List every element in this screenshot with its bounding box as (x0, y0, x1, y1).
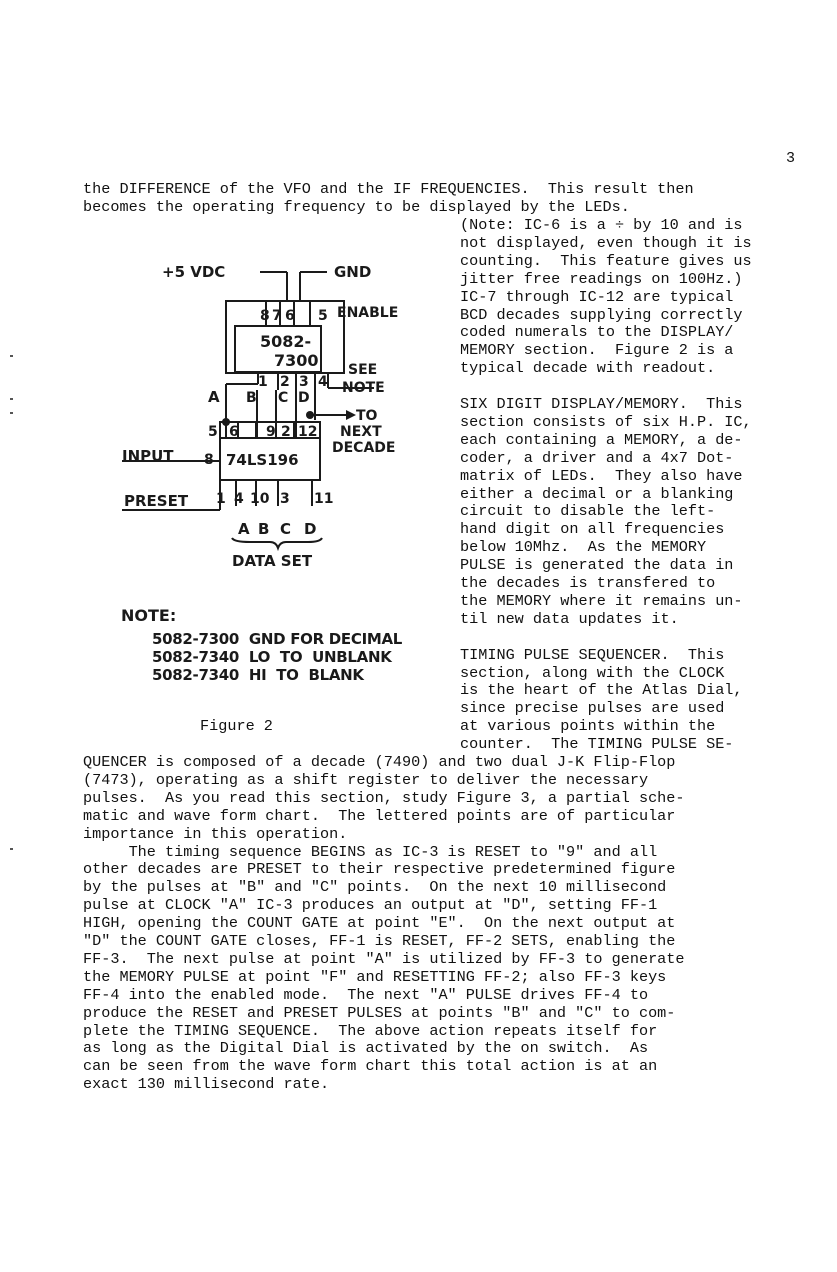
text-line: IC-7 through IC-12 are typical (460, 287, 734, 306)
pin-label: 1 (216, 491, 226, 507)
pin-label: 4 (318, 374, 328, 390)
note-line: 5082-7340 HI TO BLANK (152, 666, 364, 684)
data-letter: D (304, 520, 317, 538)
pin-letter: C (278, 390, 289, 406)
text-line: as long as the Digital Dial is activated by the on switch. As (83, 1039, 649, 1058)
figure-caption: Figure 2 (200, 717, 273, 735)
data-letter: A (238, 520, 250, 538)
pin-letter: D (298, 390, 310, 406)
pin-label: 4 (234, 491, 244, 507)
pin-label: 10 (250, 491, 270, 507)
label-to: TO (356, 408, 378, 424)
text-line: hand digit on all frequencies (460, 520, 725, 539)
label-next: NEXT (340, 424, 382, 440)
text-line: plete the TIMING SEQUENCE. The above action repeats itself for (83, 1021, 658, 1040)
text-line: becomes the operating frequency to be displayed by the LEDs. (83, 198, 630, 216)
pin-label: 3 (280, 491, 290, 507)
text-line: counter. The TIMING PULSE SE- (460, 735, 734, 754)
pin-label: 2 (280, 374, 290, 390)
text-line: pulse at CLOCK "A" IC-3 produces an output at "D", setting FF-1 (83, 896, 658, 915)
text-line: is the heart of the Atlas Dial, (460, 681, 743, 700)
text-line: FF-4 into the enabled mode. The next "A" PULSE drives FF-4 to (83, 985, 649, 1004)
text-line: FF-3. The next pulse at point "A" is utilized by FF-3 to generate (83, 949, 685, 968)
label-enable: ENABLE (337, 305, 399, 321)
text-line: not displayed, even though it is (460, 233, 752, 252)
text-line: matrix of LEDs. They also have (460, 466, 743, 485)
text-line: pulses. As you read this section, study Figure 3, a partial sche- (83, 788, 685, 807)
text-line: jitter free readings on 100Hz.) (460, 269, 743, 288)
text-line: by the pulses at "B" and "C" points. On the next 10 millisecond (83, 878, 667, 897)
text-line: PULSE is generated the data in (460, 556, 734, 575)
text-line: circuit to disable the left- (460, 502, 716, 521)
pin-letter: B (246, 390, 257, 406)
text-line: the DIFFERENCE of the VFO and the IF FREQUENCIES. This result then (83, 180, 694, 198)
pin-label: 8 (260, 308, 270, 324)
text-line: the MEMORY PULSE at point "F" and RESETTING FF-2; also FF-3 keys (83, 967, 667, 986)
label-input: INPUT (122, 447, 174, 465)
text-line: each containing a MEMORY, a de- (460, 430, 743, 449)
text-line: section consists of six H.P. IC, (460, 412, 752, 431)
text-line: below 10Mhz. As the MEMORY (460, 538, 707, 557)
label-see: SEE (348, 362, 378, 378)
text-line: coder, a driver and a 4x7 Dot- (460, 448, 734, 467)
text-line: exact 130 millisecond rate. (83, 1075, 330, 1094)
text-line: importance in this operation. (83, 824, 348, 843)
text-line: coded numerals to the DISPLAY/ (460, 323, 734, 342)
pin-label: 1 (258, 374, 268, 390)
text-line: the MEMORY where it remains un- (460, 591, 743, 610)
pin-label: 7 (272, 308, 282, 324)
label-supply: +5 VDC (162, 263, 226, 281)
pin-label: 8 (204, 452, 214, 468)
pin-label: 9 (266, 424, 276, 440)
text-line: "D" the COUNT GATE closes, FF-1 is RESET, FF-2 SETS, enabling the (83, 932, 676, 950)
label-note: NOTE (342, 380, 385, 396)
text-line: produce the RESET and PRESET PULSES at points "B" and "C" to com- (83, 1003, 676, 1022)
text-line: either a decimal or a blanking (460, 484, 734, 503)
junction-dot (306, 411, 314, 419)
scan-speck (10, 412, 13, 414)
text-line: QUENCER is composed of a decade (7490) and two dual J-K Flip-Flop (83, 753, 676, 771)
pin-label: 5 (318, 308, 328, 324)
text-line: The timing sequence BEGINS as IC-3 is RESET to "9" and all (83, 842, 658, 861)
scan-speck (10, 398, 13, 400)
pin-label: 6 (229, 424, 239, 440)
pin-label: 11 (314, 491, 334, 507)
text-line: since precise pulses are used (460, 699, 725, 718)
text-line: counting. This feature gives us (460, 251, 752, 270)
note-line: 5082-7340 LO TO UNBLANK (152, 648, 392, 666)
data-letter: C (280, 520, 292, 538)
note-line: 5082-7300 GND FOR DECIMAL (152, 630, 403, 648)
pin-label: 3 (299, 374, 309, 390)
text-line: (7473), operating as a shift register to deliver the necessary (83, 770, 649, 789)
text-line: MEMORY section. Figure 2 is a (460, 341, 734, 360)
label-preset: PRESET (124, 492, 189, 510)
figure-2-schematic (100, 250, 430, 590)
page-number: 3 (786, 150, 796, 167)
scan-speck (10, 355, 13, 357)
text-line: (Note: IC-6 is a ÷ by 10 and is (460, 216, 743, 234)
text-line: SIX DIGIT DISPLAY/MEMORY. This (460, 395, 743, 413)
label-ground: GND (334, 263, 372, 281)
text-line: matic and wave form chart. The lettered points are of particular (83, 806, 676, 825)
pin-label: 12 (298, 424, 318, 440)
arrow-head-icon (346, 410, 356, 420)
scan-speck (10, 848, 13, 850)
text-line: TIMING PULSE SEQUENCER. This (460, 645, 725, 664)
text-line: other decades are PRESET to their respective predetermined figure (83, 860, 676, 879)
text-line: BCD decades supplying correctly (460, 305, 743, 324)
text-line: the decades is transfered to (460, 574, 716, 592)
pin-label: 2 (281, 424, 291, 440)
text-line: can be seen from the wave form chart this total action is at an (83, 1057, 658, 1076)
label-decade: DECADE (332, 440, 396, 456)
text-line: section, along with the CLOCK (460, 663, 725, 682)
pin-label: 6 (285, 308, 295, 324)
counter-part-label: 74LS196 (226, 451, 299, 469)
pin-label: 5 (208, 424, 218, 440)
display-part-line-1: 5082- (260, 332, 312, 351)
text-line: at various points within the (460, 717, 716, 736)
text-line: HIGH, opening the COUNT GATE at point "E". On the next output at (83, 914, 676, 933)
data-letter: B (258, 520, 270, 538)
label-data-set: DATA SET (232, 552, 313, 570)
note-title: NOTE: (121, 606, 177, 625)
text-line: til new data updates it. (460, 609, 679, 628)
text-line: typical decade with readout. (460, 359, 716, 378)
display-part-line-2: 7300 (274, 351, 319, 370)
label-point-a: A (208, 388, 220, 406)
